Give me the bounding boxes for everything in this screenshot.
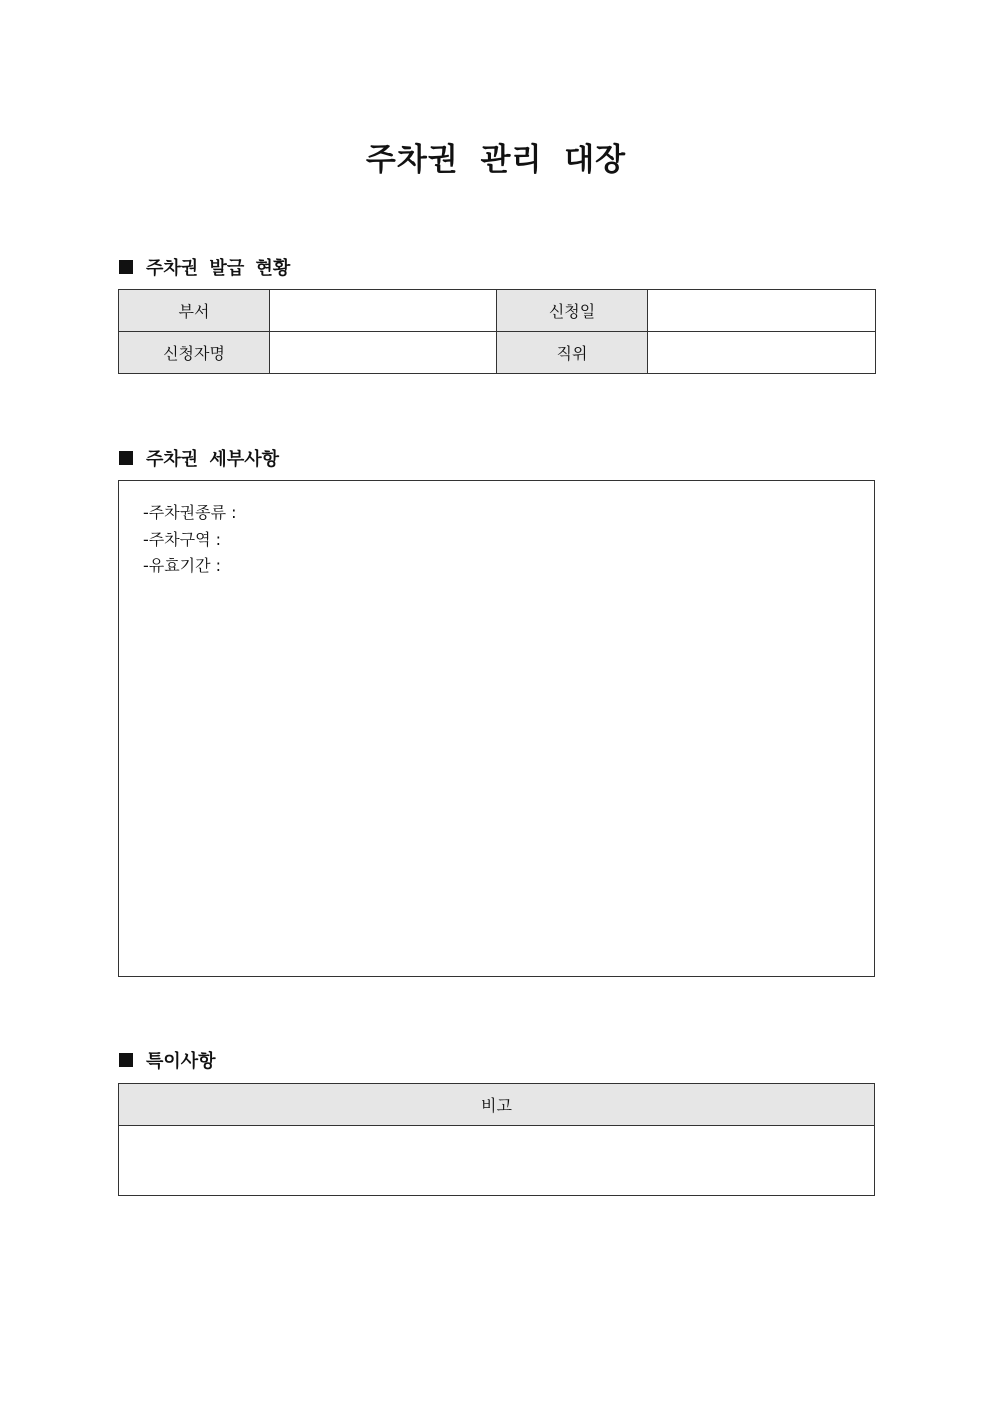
position-field[interactable] — [648, 332, 876, 374]
table-row — [119, 1084, 875, 1126]
parking-zone-line: -주차구역 : — [143, 529, 222, 549]
issuance-table — [118, 289, 876, 374]
application-date-field[interactable] — [648, 290, 876, 332]
details-lines — [143, 500, 237, 580]
applicant-name-field[interactable] — [270, 332, 497, 374]
square-bullet-icon — [119, 1053, 133, 1067]
section-remarks-heading — [119, 1047, 216, 1073]
table-row — [119, 1126, 875, 1196]
section-remarks-title: 특이사항 — [146, 1051, 216, 1072]
section-details-heading — [119, 445, 279, 471]
document-title: 주차권 관리 대장 — [365, 142, 627, 178]
section-details-title: 주차권 세부사항 — [146, 449, 279, 470]
application-date-label: 신청일 — [497, 290, 648, 332]
table-row — [119, 332, 876, 374]
table-row — [119, 290, 876, 332]
ticket-type-line: -주차권종류 : — [143, 503, 237, 522]
department-field[interactable] — [270, 290, 497, 332]
remarks-field[interactable] — [119, 1126, 875, 1196]
remarks-table — [118, 1083, 875, 1196]
remarks-column-label: 비고 — [119, 1084, 875, 1126]
validity-period-line: -유효기간 : — [143, 556, 222, 575]
square-bullet-icon — [119, 260, 133, 274]
applicant-name-label: 신청자명 — [119, 332, 270, 374]
department-label: 부서 — [119, 290, 270, 332]
section-issuance-heading — [119, 254, 290, 280]
details-box[interactable] — [118, 480, 875, 977]
square-bullet-icon — [119, 451, 133, 465]
section-issuance-title: 주차권 발급 현황 — [146, 258, 291, 279]
position-label: 직위 — [497, 332, 648, 374]
